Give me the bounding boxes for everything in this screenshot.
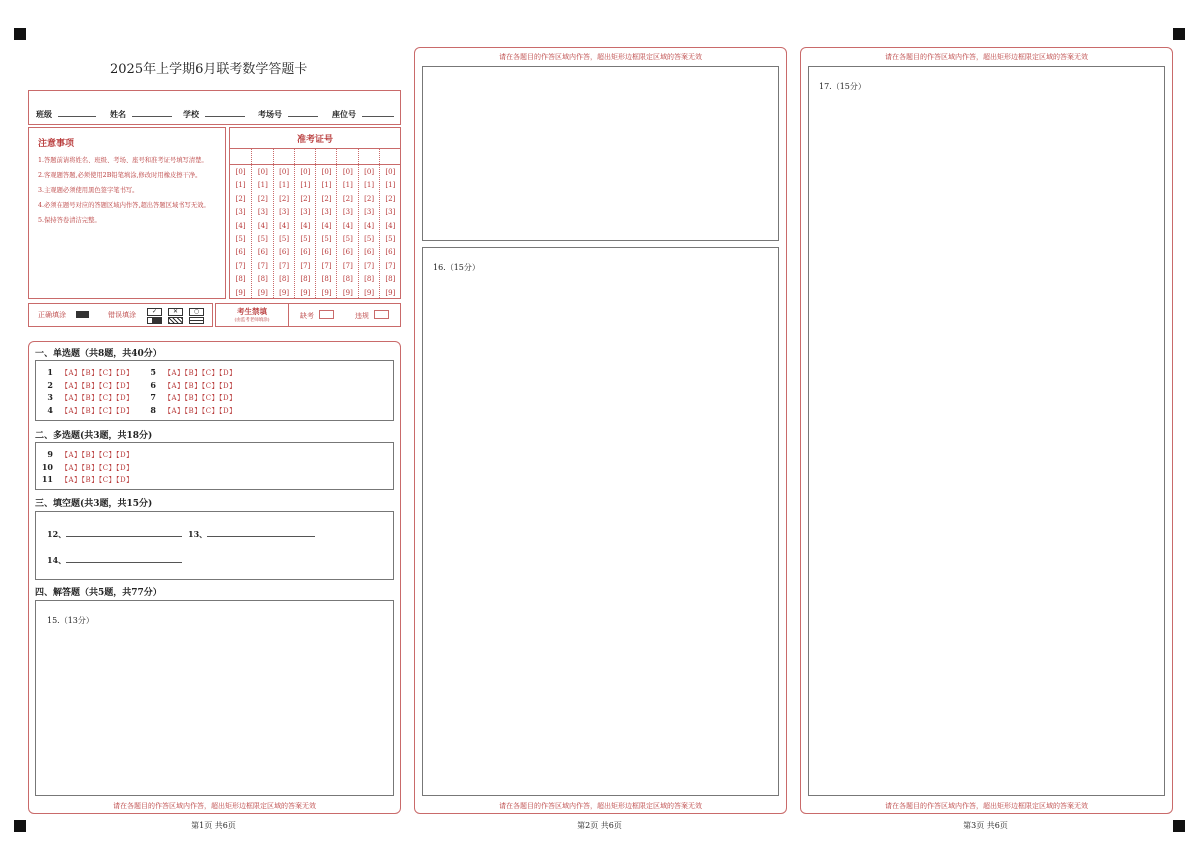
answer-frame-page2 bbox=[414, 47, 787, 814]
ticket-digit-bubble[interactable]: [8] bbox=[235, 275, 246, 284]
field-class: 班级 bbox=[36, 100, 96, 121]
ticket-digit-bubble[interactable]: [1] bbox=[300, 181, 311, 190]
q15-answer-area[interactable] bbox=[35, 600, 394, 796]
question-row bbox=[142, 389, 237, 402]
option-bubbles[interactable]: 【A】【B】【C】【D】 bbox=[164, 406, 237, 415]
correct-fill-label: 正确填涂 bbox=[38, 311, 66, 319]
question-row bbox=[39, 459, 134, 472]
registration-mark bbox=[14, 28, 26, 40]
ticket-digit-bubble[interactable]: [6] bbox=[342, 248, 353, 257]
ticket-digit-bubble[interactable]: [9] bbox=[342, 288, 353, 297]
blank-13: 13、 bbox=[188, 526, 315, 540]
ticket-digit-bubble[interactable]: [1] bbox=[342, 181, 353, 190]
wrong-fill-line-icon bbox=[189, 317, 204, 324]
ticket-digit-bubble[interactable]: [7] bbox=[300, 261, 311, 270]
notice-item: 2.客观题答题,必须使用2B铅笔填涂,修改时用橡皮擦干净。 bbox=[38, 172, 202, 179]
ticket-digit-bubble[interactable]: [3] bbox=[235, 208, 246, 217]
ticket-digit-bubble[interactable]: [6] bbox=[279, 248, 290, 257]
ticket-digit-bubble[interactable]: [1] bbox=[385, 181, 396, 190]
ticket-digit-bubble[interactable]: [1] bbox=[321, 181, 332, 190]
ticket-digit-bubble[interactable]: [4] bbox=[257, 221, 268, 230]
page-number: 第2页 共6页 bbox=[577, 821, 622, 830]
ticket-digit-column bbox=[294, 148, 316, 298]
ticket-write-cell[interactable] bbox=[252, 148, 273, 166]
ticket-digit-bubble[interactable]: [9] bbox=[321, 288, 332, 297]
field-seat: 座位号 bbox=[332, 100, 394, 121]
wrong-fill-cross-icon: ✕ bbox=[168, 308, 183, 316]
ticket-write-cell[interactable] bbox=[295, 148, 316, 166]
question-number: 7 bbox=[150, 392, 156, 402]
blank-12-line[interactable] bbox=[66, 526, 182, 537]
ticket-digit-bubble[interactable]: [0] bbox=[279, 168, 290, 176]
blank-13-line[interactable] bbox=[207, 526, 315, 537]
page-number: 第3页 共6页 bbox=[963, 821, 1008, 830]
ticket-heading: 准考证号 bbox=[296, 135, 333, 145]
section-fill-blank-title: 三、填空题(共3题，共15分) bbox=[35, 499, 153, 509]
question-row bbox=[39, 402, 134, 415]
notice-heading: 注意事项 bbox=[38, 139, 75, 149]
ticket-digit-bubble[interactable]: [2] bbox=[257, 194, 268, 203]
ticket-digit-bubble[interactable]: [1] bbox=[235, 181, 246, 190]
ticket-digit-bubble[interactable]: [2] bbox=[364, 194, 375, 203]
question-number: 2 bbox=[47, 379, 53, 390]
field-name: 姓名 bbox=[110, 100, 172, 121]
ticket-digit-bubble[interactable]: [0] bbox=[385, 168, 396, 176]
ticket-write-cell[interactable] bbox=[380, 148, 401, 166]
ticket-digit-bubble[interactable]: [2] bbox=[279, 194, 290, 203]
ticket-digit-column bbox=[336, 148, 358, 298]
question-number: 8 bbox=[150, 404, 156, 415]
question-number: 1 bbox=[47, 367, 53, 377]
notice-item: 5.保持答卷清洁完整。 bbox=[38, 217, 101, 224]
q17-label: 17.（15分） bbox=[819, 82, 866, 91]
ticket-digit-bubble[interactable]: [7] bbox=[235, 261, 246, 270]
ticket-digit-bubble[interactable]: [9] bbox=[364, 288, 375, 297]
ticket-digit-bubble[interactable]: [4] bbox=[321, 221, 332, 230]
registration-mark bbox=[1173, 820, 1185, 832]
wrong-fill-hatch-icon bbox=[168, 317, 183, 324]
school-input[interactable] bbox=[205, 100, 245, 117]
ticket-digit-bubble[interactable]: [0] bbox=[300, 168, 311, 176]
ticket-digit-column bbox=[273, 148, 295, 298]
ticket-digit-bubble[interactable]: [2] bbox=[321, 194, 332, 203]
answer-frame-page3 bbox=[800, 47, 1173, 814]
ticket-digit-bubble[interactable]: [9] bbox=[235, 288, 246, 297]
notice-item: 4.必须在题号对应的答题区域内作答,超出答题区域书写无效。 bbox=[38, 202, 210, 209]
field-room: 考场号 bbox=[258, 100, 318, 121]
ticket-digit-grid bbox=[230, 128, 400, 298]
ticket-digit-bubble[interactable]: [5] bbox=[364, 234, 375, 243]
answer-warning: 请在各题目的作答区域内作答，超出矩形边框限定区域的答案无效 bbox=[885, 802, 1088, 810]
question-row bbox=[39, 389, 134, 402]
ticket-digit-bubble[interactable]: [8] bbox=[342, 275, 353, 284]
ticket-write-cell[interactable] bbox=[230, 148, 251, 166]
notice-item: 1.答题前请将姓名、班级、考场、座号和准考证号填写清楚。 bbox=[38, 157, 208, 164]
ticket-digit-bubble[interactable]: [4] bbox=[235, 221, 246, 230]
ticket-digit-bubble[interactable]: [6] bbox=[321, 248, 332, 257]
ticket-digit-bubble[interactable]: [1] bbox=[364, 181, 375, 190]
ticket-digit-bubble[interactable]: [8] bbox=[279, 275, 290, 284]
notice-box bbox=[28, 127, 226, 299]
class-input[interactable] bbox=[58, 100, 96, 117]
question-row bbox=[142, 377, 237, 390]
multi-choice-column bbox=[39, 446, 134, 484]
wrong-fill-check-icon: ✓ bbox=[147, 308, 162, 316]
answer-frame-page1 bbox=[28, 341, 401, 814]
ticket-digit-column bbox=[379, 148, 401, 298]
ticket-digit-bubble[interactable]: [5] bbox=[257, 234, 268, 243]
ticket-digit-bubble[interactable]: [5] bbox=[300, 234, 311, 243]
blank-12: 12、 bbox=[47, 526, 182, 540]
ticket-number-box bbox=[229, 127, 401, 299]
option-bubbles[interactable]: 【A】【B】【C】【D】 bbox=[164, 394, 237, 402]
registration-mark bbox=[1173, 28, 1185, 40]
ticket-digit-bubble[interactable]: [9] bbox=[257, 288, 268, 297]
wrong-fill-partial-icon bbox=[147, 317, 162, 324]
answer-warning: 请在各题目的作答区域内作答，超出矩形边框限定区域的答案无效 bbox=[885, 53, 1088, 61]
section-multi-choice-title: 二、多选题(共3题，共18分) bbox=[35, 431, 153, 441]
field-school: 学校 bbox=[183, 100, 245, 121]
ticket-digit-bubble[interactable]: [4] bbox=[364, 221, 375, 230]
room-input[interactable] bbox=[288, 100, 318, 117]
ticket-digit-bubble[interactable]: [7] bbox=[257, 261, 268, 270]
fill-blank-box bbox=[35, 511, 394, 580]
ticket-digit-bubble[interactable]: [9] bbox=[279, 288, 290, 297]
ticket-digit-bubble[interactable]: [0] bbox=[342, 168, 353, 176]
ticket-digit-bubble[interactable]: [1] bbox=[279, 181, 290, 190]
ticket-digit-bubble[interactable]: [6] bbox=[235, 248, 246, 257]
ticket-digit-bubble[interactable]: [2] bbox=[385, 194, 396, 203]
ticket-digit-bubble[interactable]: [8] bbox=[321, 275, 332, 284]
ticket-digit-bubble[interactable]: [3] bbox=[385, 208, 396, 217]
ticket-digit-bubble[interactable]: [7] bbox=[321, 261, 332, 270]
answer-warning: 请在各题目的作答区域内作答，超出矩形边框限定区域的答案无效 bbox=[499, 53, 702, 61]
option-bubbles[interactable]: 【A】【B】【C】【D】 bbox=[164, 381, 237, 390]
name-input[interactable] bbox=[132, 100, 172, 117]
ticket-digit-bubble[interactable]: [6] bbox=[257, 248, 268, 257]
ticket-digit-bubble[interactable]: [8] bbox=[385, 275, 396, 284]
q16-label: 16.（15分） bbox=[433, 263, 480, 272]
question-number: 6 bbox=[150, 379, 156, 390]
ticket-digit-bubble[interactable]: [5] bbox=[235, 234, 246, 243]
ticket-digit-bubble[interactable]: [6] bbox=[364, 248, 375, 257]
ticket-digit-bubble[interactable]: [5] bbox=[279, 234, 290, 243]
wrong-fill-circle-icon: ○ bbox=[189, 308, 204, 316]
ticket-digit-bubble[interactable]: [4] bbox=[300, 221, 311, 230]
ticket-digit-bubble[interactable]: [6] bbox=[385, 248, 396, 257]
option-bubbles[interactable]: 【A】【B】【C】【D】 bbox=[61, 381, 134, 390]
option-bubbles[interactable]: 【A】【B】【C】【D】 bbox=[61, 463, 134, 472]
question-row bbox=[39, 364, 134, 377]
ticket-write-cell[interactable] bbox=[316, 148, 337, 166]
question-number: 5 bbox=[150, 367, 156, 377]
ticket-digit-bubble[interactable]: [2] bbox=[235, 194, 246, 203]
page-number: 第1页 共6页 bbox=[191, 821, 236, 830]
multi-choice-box bbox=[35, 442, 394, 490]
ticket-write-cell[interactable] bbox=[274, 148, 295, 166]
option-bubbles[interactable]: 【A】【B】【C】【D】 bbox=[61, 476, 134, 484]
ticket-digit-bubble[interactable]: [2] bbox=[300, 194, 311, 203]
ticket-digit-bubble[interactable]: [2] bbox=[342, 194, 353, 203]
wrong-fill-label: 错误填涂 bbox=[108, 311, 136, 319]
question-row bbox=[39, 471, 134, 484]
violation-checkbox[interactable] bbox=[374, 310, 389, 319]
examinee-title: 考生禁填 bbox=[237, 307, 267, 316]
ticket-digit-bubble[interactable]: [9] bbox=[300, 288, 311, 297]
ticket-write-cell[interactable] bbox=[359, 148, 380, 166]
ticket-digit-bubble[interactable]: [6] bbox=[300, 248, 311, 257]
ticket-digit-bubble[interactable]: [3] bbox=[300, 208, 311, 217]
page-title: 2025年上学期6月联考数学答题卡 bbox=[110, 62, 308, 77]
ticket-digit-column bbox=[251, 148, 273, 298]
info-fields-box bbox=[28, 90, 401, 125]
ticket-digit-bubble[interactable]: [3] bbox=[279, 208, 290, 217]
ticket-digit-bubble[interactable]: [7] bbox=[342, 261, 353, 270]
ticket-write-cell[interactable] bbox=[337, 148, 358, 166]
seat-input[interactable] bbox=[362, 100, 394, 117]
violation-label: 违规 bbox=[355, 312, 369, 320]
single-choice-right-column bbox=[142, 364, 237, 414]
q15-continued-area[interactable] bbox=[422, 66, 779, 241]
ticket-digit-bubble[interactable]: [4] bbox=[279, 221, 290, 230]
ticket-digit-column bbox=[315, 148, 337, 298]
ticket-digit-bubble[interactable]: [8] bbox=[257, 275, 268, 284]
option-bubbles[interactable]: 【A】【B】【C】【D】 bbox=[164, 369, 237, 377]
ticket-digit-bubble[interactable]: [3] bbox=[364, 208, 375, 217]
question-row bbox=[39, 446, 134, 459]
notice-list bbox=[38, 153, 218, 228]
question-number: 10 bbox=[41, 461, 53, 472]
ticket-digit-bubble[interactable]: [5] bbox=[385, 234, 396, 243]
question-row bbox=[39, 377, 134, 390]
blank-14-line[interactable] bbox=[66, 552, 182, 563]
fill-example-box bbox=[28, 303, 213, 327]
question-number: 3 bbox=[47, 392, 53, 402]
ticket-digit-bubble[interactable]: [0] bbox=[235, 168, 246, 176]
ticket-digit-column bbox=[230, 148, 251, 298]
single-choice-left-column bbox=[39, 364, 134, 414]
registration-mark bbox=[14, 820, 26, 832]
option-bubbles[interactable]: 【A】【B】【C】【D】 bbox=[61, 451, 134, 459]
q16-answer-area[interactable] bbox=[422, 247, 779, 796]
section-solution-title: 四、解答题（共5题，共77分） bbox=[35, 588, 162, 598]
blank-14: 14、 bbox=[47, 552, 182, 566]
ticket-digit-bubble[interactable]: [7] bbox=[385, 261, 396, 270]
ticket-digit-bubble[interactable]: [8] bbox=[300, 275, 311, 284]
ticket-digit-bubble[interactable]: [3] bbox=[342, 208, 353, 217]
answer-warning: 请在各题目的作答区域内作答，超出矩形边框限定区域的答案无效 bbox=[113, 802, 316, 810]
section-single-choice-title: 一、单选题（共8题，共40分） bbox=[35, 349, 162, 359]
single-choice-box bbox=[35, 360, 394, 421]
q15-label: 15.（13分） bbox=[47, 616, 94, 625]
ticket-digit-bubble[interactable]: [8] bbox=[364, 275, 375, 284]
examinee-restricted-box bbox=[215, 303, 401, 327]
answer-warning: 请在各题目的作答区域内作答，超出矩形边框限定区域的答案无效 bbox=[499, 802, 702, 810]
ticket-digit-bubble[interactable]: [4] bbox=[385, 221, 396, 230]
ticket-digit-bubble[interactable]: [3] bbox=[321, 208, 332, 217]
correct-fill-sample bbox=[76, 311, 89, 318]
option-bubbles[interactable]: 【A】【B】【C】【D】 bbox=[61, 369, 134, 377]
option-bubbles[interactable]: 【A】【B】【C】【D】 bbox=[61, 394, 134, 402]
ticket-digit-bubble[interactable]: [7] bbox=[364, 261, 375, 270]
notice-item: 3.主观题必须使用黑色签字笔书写。 bbox=[38, 187, 139, 194]
ticket-digit-column bbox=[358, 148, 380, 298]
ticket-digit-bubble[interactable]: [1] bbox=[257, 181, 268, 190]
ticket-digit-bubble[interactable]: [0] bbox=[364, 168, 375, 176]
ticket-digit-bubble[interactable]: [4] bbox=[342, 221, 353, 230]
question-row bbox=[142, 402, 237, 415]
question-number: 9 bbox=[47, 449, 53, 459]
absent-checkbox[interactable] bbox=[319, 310, 334, 319]
question-number: 11 bbox=[41, 474, 53, 484]
question-row bbox=[142, 364, 237, 377]
ticket-digit-bubble[interactable]: [5] bbox=[321, 234, 332, 243]
option-bubbles[interactable]: 【A】【B】【C】【D】 bbox=[61, 406, 134, 415]
ticket-digit-bubble[interactable]: [3] bbox=[257, 208, 268, 217]
q17-answer-area[interactable] bbox=[808, 66, 1165, 796]
ticket-digit-bubble[interactable]: [9] bbox=[385, 288, 396, 297]
ticket-digit-bubble[interactable]: [7] bbox=[279, 261, 290, 270]
ticket-digit-bubble[interactable]: [5] bbox=[342, 234, 353, 243]
absent-label: 缺考 bbox=[300, 312, 314, 320]
ticket-digit-bubble[interactable]: [0] bbox=[321, 168, 332, 176]
ticket-digit-bubble[interactable]: [0] bbox=[257, 168, 268, 176]
question-number: 4 bbox=[47, 404, 53, 415]
examinee-subtitle: (由监考老师填涂) bbox=[234, 318, 270, 323]
